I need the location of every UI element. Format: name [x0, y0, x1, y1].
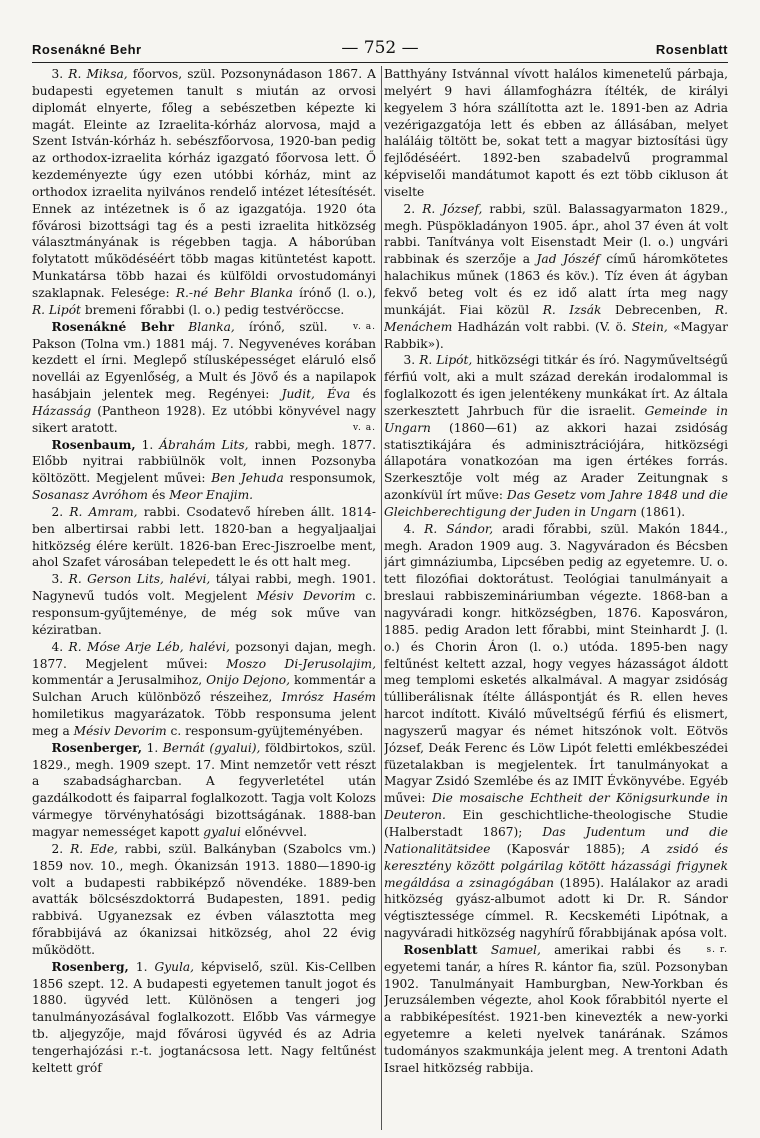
italic-text: Das Gesetz vom Jahre 1848 und die Gleichberechtigung der Juden in Ungarn	[384, 488, 728, 519]
entry-text: és	[350, 387, 376, 402]
entry-headword: Rosenbaum,	[51, 437, 136, 452]
entry-text: 4.	[51, 639, 69, 654]
entry-text: c. responsum-gyüjteményében.	[166, 723, 364, 738]
italic-text: R. Lipót	[32, 302, 81, 317]
entry-gyula	[32, 959, 376, 1077]
italic-text: Gyula,	[154, 959, 195, 974]
entry-text: tályai rabbi, megh. 1901. Nagynevű tudós volt. Megjelent	[32, 572, 376, 604]
italic-text: A zsidó és keresztény között polgárilag kötött házassági frigynek megáldása a zsinagógában	[384, 841, 728, 890]
author-signature: v. a.	[353, 422, 376, 433]
entry-text: 4.	[403, 521, 425, 536]
left-column	[32, 66, 376, 1130]
entry-text: című háromkötetes halachikus műnek (1863 és köv.). Tíz éven át ágyban fekvő beteg volt és ez idő alatt írta meg nagy munkáját. Fiai közül	[384, 252, 728, 317]
entry-ede	[32, 841, 376, 959]
entry-headword: Rosenberger,	[51, 740, 142, 755]
entry-text: (1895). Halálakor az aradi hitközség gyász-albumot adott ki Dr. R. Sándor végtisztessége címmel. R. Kecskeméti Lipótnak, a nagyváradi hitközség nagyhírű főrabbijának apósa volt.	[384, 875, 728, 941]
italic-text: R. Sándor,	[424, 521, 494, 536]
entry-text: 3.	[51, 572, 69, 587]
entry-text: előnévvel.	[240, 824, 308, 839]
entry-mose	[32, 639, 376, 740]
entry-gyula-cont	[384, 66, 728, 201]
entry-text: (1861).	[636, 504, 686, 519]
entry-text: responsumok,	[283, 471, 376, 486]
column-divider	[381, 66, 382, 1130]
italic-text: R. József,	[422, 201, 483, 216]
entry-text: Hadházán volt rabbi. (V. ö.	[452, 319, 632, 334]
entry-behr	[32, 319, 376, 437]
entry-bernat	[32, 740, 376, 841]
entry-headword: Rosenblatt	[403, 942, 478, 957]
italic-text: Ábrahám Lits,	[159, 437, 249, 452]
italic-text: Stein,	[631, 319, 668, 334]
italic-text: Ben Jehuda	[211, 471, 284, 486]
italic-text: R. Izsák	[542, 302, 602, 317]
italic-text: Bernát (gyalui),	[162, 740, 261, 755]
header-rule	[32, 62, 728, 63]
entry-text: írónő (l. o.),	[292, 285, 376, 300]
entry-text: amerikai rabbi és egyetemi tanár, a híres R. kántor fia, szül. Pozsonyban 1902. Tanulmányait Hamburgban, New-Yorkban és Jeruzsálemben végezte, ahol Kook főrabbitól nyerte el a rabbiképesítést. 1921-ben kinevezték a new-yorki egyetemre a keleti nyelvek tanárának. Számos tudományos szakmunkája jelent meg. A trentoni Adath Israel hitközség rabbija.	[384, 942, 728, 1075]
italic-text: Imrósz Hasém	[281, 690, 376, 705]
entry-text: 3.	[51, 67, 69, 81]
entry-headword: Rosenákné Behr	[51, 319, 175, 334]
italic-text: Das Judentum und die Nationalitätsidee	[384, 824, 728, 856]
running-header	[32, 38, 728, 60]
author-signature: v. a.	[353, 321, 376, 332]
entry-samuel	[384, 942, 728, 1077]
entry-text: pozsonyi dajan, megh. 1877. Megjelent művei:	[32, 639, 376, 671]
entry-text: bremeni főrabbi (l. o.) pedig testvéröccse.	[80, 302, 345, 317]
entry-text: «Magyar Rabbik»).	[384, 319, 728, 351]
italic-text: Samuel,	[490, 942, 541, 957]
entry-text: képviselő, szül. Kis-Cellben 1856 szept. 12. A budapesti egyetemen tanult jogot és 1880. ügyvéd lett. Különösen a tengeri jog tanulmányozásával foglalkozott. Előbb Vas vármegye tb. aljegyzője, majd fővárosi ügyvéd és az Adria tengerhajózási r.-t. jogtanácsosa lett. Nagy feltűnést keltett gróf	[32, 959, 376, 1075]
italic-text: R. Lipót,	[419, 353, 473, 368]
entry-text: (1860—61) az akkori hazai zsidóság statisztikájára és adminisztrációjára, hitközségi állapotára vonatkozóan ma igen értékes forrás. Szerkesztője volt még az Arader Zeitungnak s azonkívül írt műve:	[384, 420, 728, 503]
header-left-guideword: Rosenákné Behr	[32, 42, 142, 57]
entry-text: aradi főrabbi, szül. Makón 1844., megh. Aradon 1909 aug. 3. Nagyváradon és Bécsben járt gimnáziumba, Lipcsében pedig az egyetemre. U. o. tett filozófiai doktorátust. Teológiai tanulmányait a breslaui rabbiszemináriumban végezte. 1868-ban a nagyváradi kongr. hitközségben, 1876. Kaposváron, 1885. pedig Aradon lett főrabbi, mint Steinhardt J. (l. o.) és Chorin Áron (l. o.) utóda. 1895-ben nagy feltűnést keltett azzal, hogy vegyes házasságot áldott meg templomi esketés alkalmával. A magyar zsidóság túlliberálisnak ítélte álláspontját és R. ellen heves harcot indított. Kiváló műveltségű férfiú és elismert, nagyszerű magyar és német hitszónok volt. Eötvös József, Deák Ferenc és Löw Lipót feletti emlékbeszédei füzetalakban is megjelentek. Írt tanulmányokat a Magyar Zsidó Szemlébe és az IMIT Évkönyvébe. Egyéb művei:	[384, 521, 728, 806]
entry-text: (Pantheon 1928). Ez utóbbi könyvével nagy sikert aratott.	[32, 403, 376, 435]
italic-text: Onijo Dejono,	[206, 673, 291, 688]
italic-text: Mésiv Devorim	[73, 723, 167, 738]
entry-gerson	[32, 571, 376, 638]
entry-text: földbirtokos, szül. 1829., megh. 1909 szept. 17. Mint nemzetőr vett részt a szabadságharcban. A fegyverletétel után gazdálkodott és faiparral foglalkozott. Tagja volt Kolozs vármegye törvényhatósági bizottságának. 1888-ban magyar nemességet kapott	[32, 740, 376, 839]
author-signature: s. r.	[706, 944, 728, 955]
italic-text: R. Miksa,	[68, 67, 128, 81]
entry-text: (Kaposvár 1885);	[490, 841, 642, 856]
italic-text: Jad Jószéf	[536, 252, 600, 267]
italic-text: R.-né Behr Blanka	[175, 285, 293, 300]
entry-text: c. responsum-gyűjteménye, de még sok műve van kéziratban.	[32, 589, 376, 637]
entry-text: Ein geschichtliche-theologische Studie (Halberstadt 1867);	[384, 808, 728, 839]
entry-abraham	[32, 437, 376, 504]
entry-jozsef	[384, 201, 728, 353]
entry-text: 2.	[51, 504, 70, 519]
page-number: — 752 —	[341, 38, 419, 58]
italic-text: Meor Enajim.	[169, 488, 254, 503]
italic-text: R. Amram,	[69, 504, 138, 519]
entry-lipot	[384, 352, 728, 520]
entry-text: 1.	[135, 437, 160, 452]
italic-text: Házasság	[32, 403, 92, 418]
italic-text: Judit, Éva	[281, 387, 351, 402]
entry-text	[174, 320, 188, 334]
entry-text: 2.	[51, 841, 71, 856]
italic-text: R. Móse Arje Léb, halévi,	[68, 639, 230, 654]
entry-text: rabbi, megh. 1877. Előbb nyitrai rabbiülnök volt, innen Pozsonyba költözött. Megjelent művei:	[32, 437, 376, 486]
entry-text: rabbi. Csodatevő híreben állt. 1814-ben albertirsai rabbi lett. 1820-ban a hegyaljaaljai hitközség élére került. 1826-ban Erec-Jiszroelbe ment, ahol Szafet városában telepedett le és ott halt meg.	[32, 504, 376, 570]
entry-headword: Rosenberg,	[51, 959, 129, 974]
entry-text: írónő, szül. Pakson (Tolna vm.) 1881 máj. 7. Negyvenéves korában kezdett el írni. Meglepő stílusképességet eláruló első novellái az Egyenlőség, a Mult és Jövő és a napilapok hasábjain jelentek meg. Regényei:	[32, 319, 376, 402]
italic-text: R. Gerson Lits, halévi,	[68, 572, 211, 587]
entry-text: homiletikus magyarázatok. Több responsuma jelent meg a	[32, 707, 376, 738]
italic-text: Moszo Di-Jerusolajim,	[226, 656, 376, 671]
entry-text: Debrecenben,	[601, 302, 715, 317]
entry-text: 3.	[403, 353, 420, 368]
entry-text: kommentár a Sulchan Aruch különböző részeihez,	[32, 673, 376, 705]
entry-text: 1.	[128, 959, 155, 974]
italic-text: R. Menáchem	[384, 302, 728, 334]
right-column	[384, 66, 728, 1130]
entry-amram	[32, 504, 376, 571]
header-right-guideword: Rosenblatt	[655, 42, 728, 57]
entry-text: rabbi, szül. Balkányban (Szabolcs vm.) 1859 nov. 10., megh. Ókanizsán 1913. 1880—1890-ig volt a budapesti rabbiképző növendéke. 1889-ben avatták bölcsészdoktorrá Budapesten, 1891. pedig rabbivá. Ugyanezsak ez évben választotta meg főrabbijává az ókanizsai hitközség, ahol 22 évig működött.	[32, 841, 376, 957]
entry-text: 1.	[142, 740, 163, 755]
italic-text: Die mosaische Echtheit der Königsurkunde in Deuteron.	[384, 791, 728, 823]
entry-text: kommentár a Jerusalmihoz,	[32, 673, 207, 688]
entry-text: rabbi, szül. Balassagyarmaton 1829., megh. Püspökladányon 1905. ápr., ahol 37 éven át volt rabbi. Tanítványa volt Eisenstadt Meir (l. o.) ungvári rabbinak és szerzője a	[384, 201, 728, 267]
entry-text	[478, 943, 491, 957]
entry-text: és	[147, 488, 170, 503]
italic-text: R. Ede,	[70, 841, 118, 856]
entry-text: 2.	[403, 201, 423, 216]
italic-text: Sosanasz Avróhom	[32, 488, 148, 503]
italic-text: gyalui	[203, 824, 241, 839]
italic-text: Gemeinde in Ungarn	[384, 403, 728, 435]
entry-text: Batthyány Istvánnal vívott halálos kimenetelű párbaja, melyért 9 havi államfogházra ítélték, de királyi kegyelem 3 hóra szállította azt le. 1891-ben az Adria vezérigazgatója lett és ebben az állásában, melyet haláláig töltött be, sokat tett a magyar biztosítási ügy fejlődéséért. 1892-ben szabadelvű programmal képviselői mandátumot kapott és ezt több cikluson át viselte	[384, 67, 728, 199]
entry-text: főorvos, szül. Pozsonynádason 1867. A budapesti egyetemen tanult s miután az orvosi diplomát elnyerte, főleg a sebészetben képezte ki magát. Eleinte az Izraelita-kórház alorvosa, majd a Szent István-kórház h. sebészfőorvosa, 1920-ban pedig az orthodox-izraelita kórház igazgató főorvosa lett. Ő kezdeményezte úgy ezen utóbbi kórház, mint az orthodox izraelita nyilvános rendelő intézet létesítését. Ennek az intézetnek is ő az igazgatója. 1920 óta fővárosi bizottsági tag és a pesti izraelita hitközség választmányának is régebben tagja. A háborúban folytatott működéséért több magas kitüntetést kapott. Munkatársa több hazai és külföldi orvostudományi szaklapnak. Felesége:	[32, 67, 376, 300]
italic-text: Mésiv Devorim	[256, 589, 356, 604]
italic-text: Blanka,	[188, 319, 235, 334]
entry-text: hitközségi titkár és író. Nagyműveltségű férfiú volt, aki a mult század derekán irodalommal is foglalkozott és igen jelentékeny munkákat írt. Az általa szerkesztett Jahrbuch für die israelit.	[384, 353, 728, 418]
